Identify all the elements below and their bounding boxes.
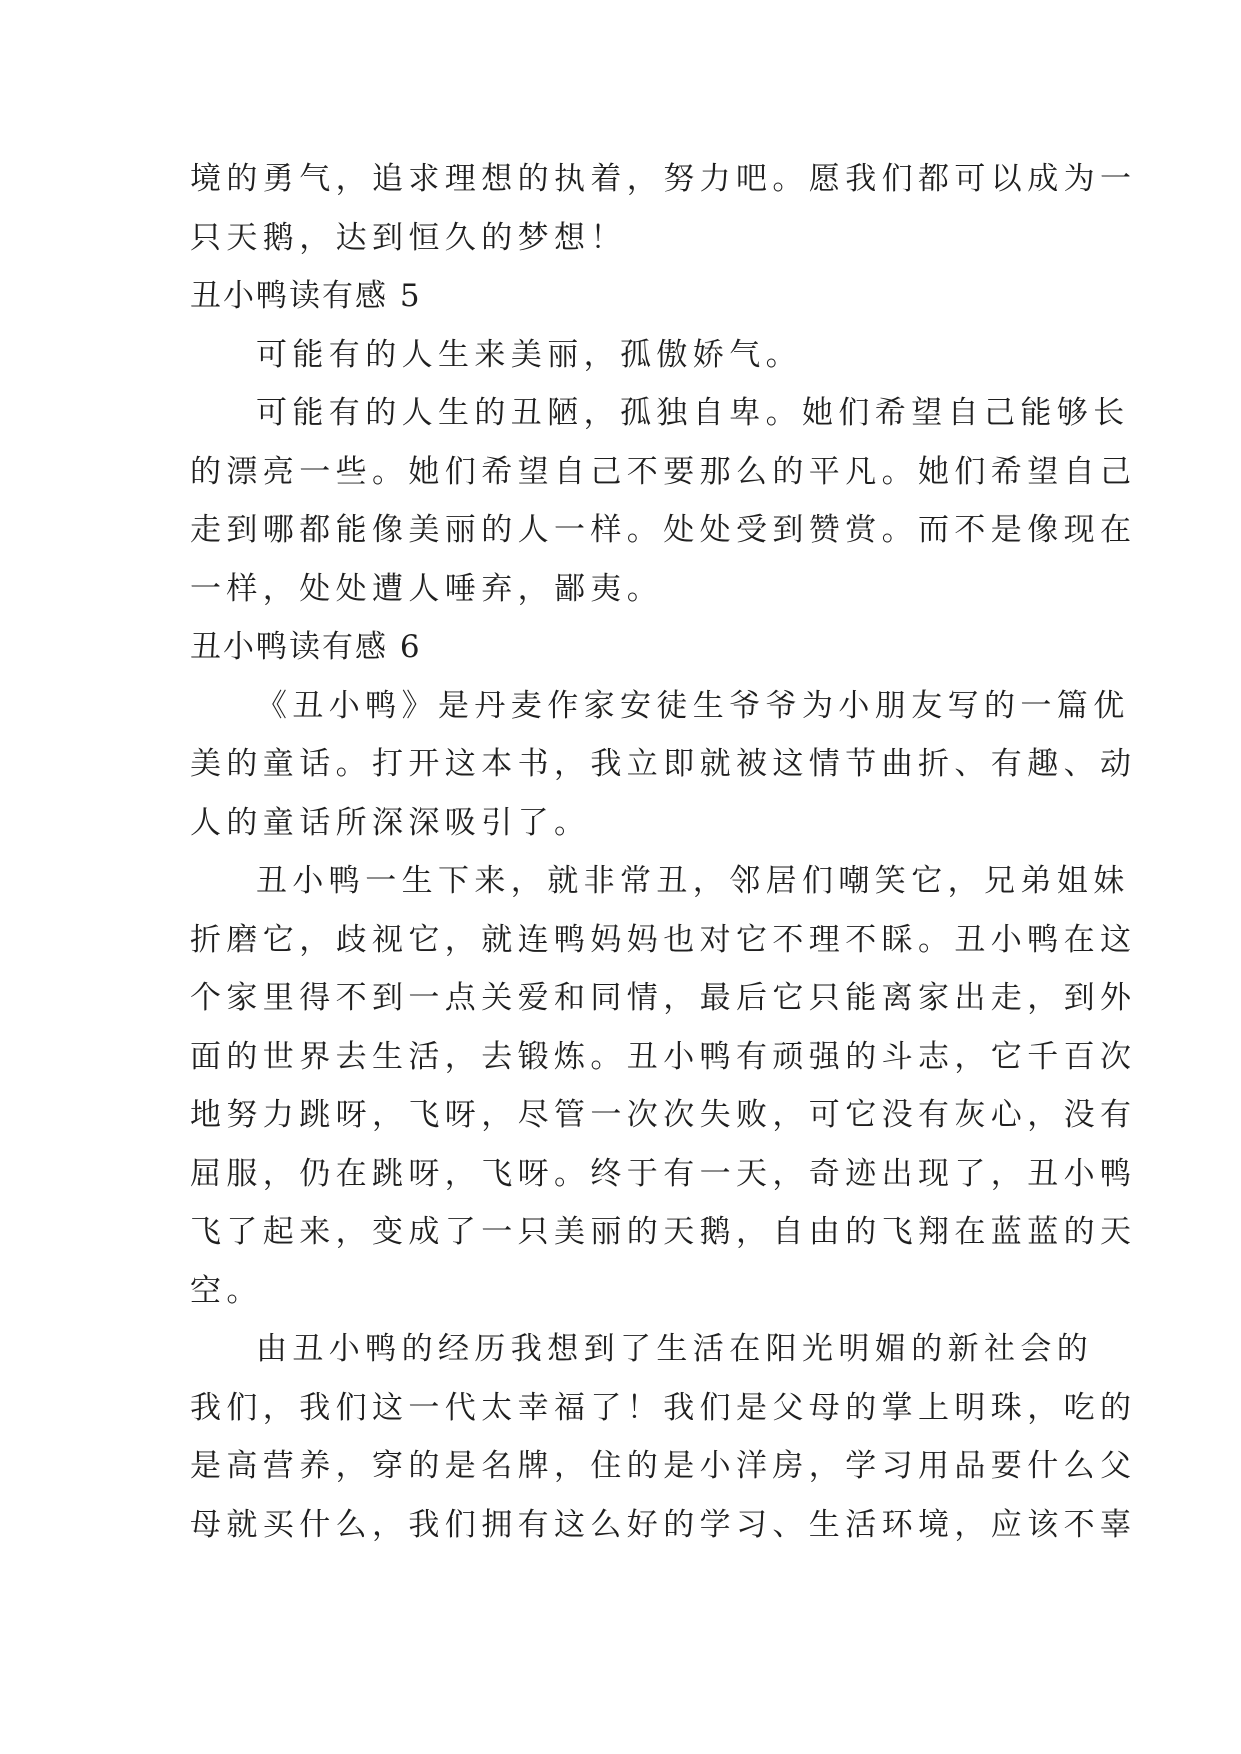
paragraph-first-line: 由丑小鸭的经历我想到了生活在阳光明媚的新社会的 xyxy=(256,1331,1094,1367)
text-line: 一样，处处遭人唾弃，鄙夷。 xyxy=(190,570,664,607)
text-line: 的漂亮一些。她们希望自己不要那么的平凡。她们希望自己 xyxy=(190,453,1137,490)
text-line: 折磨它，歧视它，就连鸭妈妈也对它不理不睬。丑小鸭在这 xyxy=(190,921,1137,958)
text-line: 人的童话所深深吸引了。 xyxy=(190,804,591,841)
text-line: 我们，我们这一代太幸福了！我们是父母的掌上明珠，吃的 xyxy=(190,1389,1137,1426)
text-line: 是高营养，穿的是名牌，住的是小洋房，学习用品要什么父 xyxy=(190,1448,1137,1484)
text-line: 个家里得不到一点关爱和同情，最后它只能离家出走，到外 xyxy=(190,980,1137,1016)
paragraph-first-line: 可能有的人生来美丽，孤傲娇气。 xyxy=(256,336,802,373)
text-line: 只天鹅，达到恒久的梦想！ xyxy=(190,219,627,256)
document-body xyxy=(190,150,1137,1554)
text-line: 地努力跳呀，飞呀，尽管一次次失败，可它没有灰心，没有 xyxy=(190,1097,1137,1133)
text-line: 境的勇气，追求理想的执着，努力吧。愿我们都可以成为一 xyxy=(190,161,1137,197)
text-line: 美的童话。打开这本书，我立即就被这情节曲折、有趣、动 xyxy=(190,746,1137,782)
text-line: 飞了起来，变成了一只美丽的天鹅，自由的飞翔在蓝蓝的天 xyxy=(190,1214,1137,1250)
section-heading: 丑小鸭读有感 6 xyxy=(190,629,422,665)
paragraph-first-line: 《丑小鸭》是丹麦作家安徒生爷爷为小朋友写的一篇优 xyxy=(256,687,1130,724)
text-line: 母就买什么，我们拥有这么好的学习、生活环境，应该不辜 xyxy=(190,1506,1137,1543)
text-line: 屈服，仍在跳呀，飞呀。终于有一天，奇迹出现了，丑小鸭 xyxy=(190,1155,1137,1192)
section-heading: 丑小鸭读有感 5 xyxy=(190,278,422,314)
text-line: 空。 xyxy=(190,1272,263,1309)
text-line: 面的世界去生活，去锻炼。丑小鸭有顽强的斗志，它千百次 xyxy=(190,1038,1137,1075)
text-line: 走到哪都能像美丽的人一样。处处受到赞赏。而不是像现在 xyxy=(190,512,1137,548)
paragraph-first-line: 可能有的人生的丑陋，孤独自卑。她们希望自己能够长 xyxy=(256,395,1130,431)
paragraph-first-line: 丑小鸭一生下来，就非常丑，邻居们嘲笑它，兄弟姐妹 xyxy=(256,863,1130,899)
